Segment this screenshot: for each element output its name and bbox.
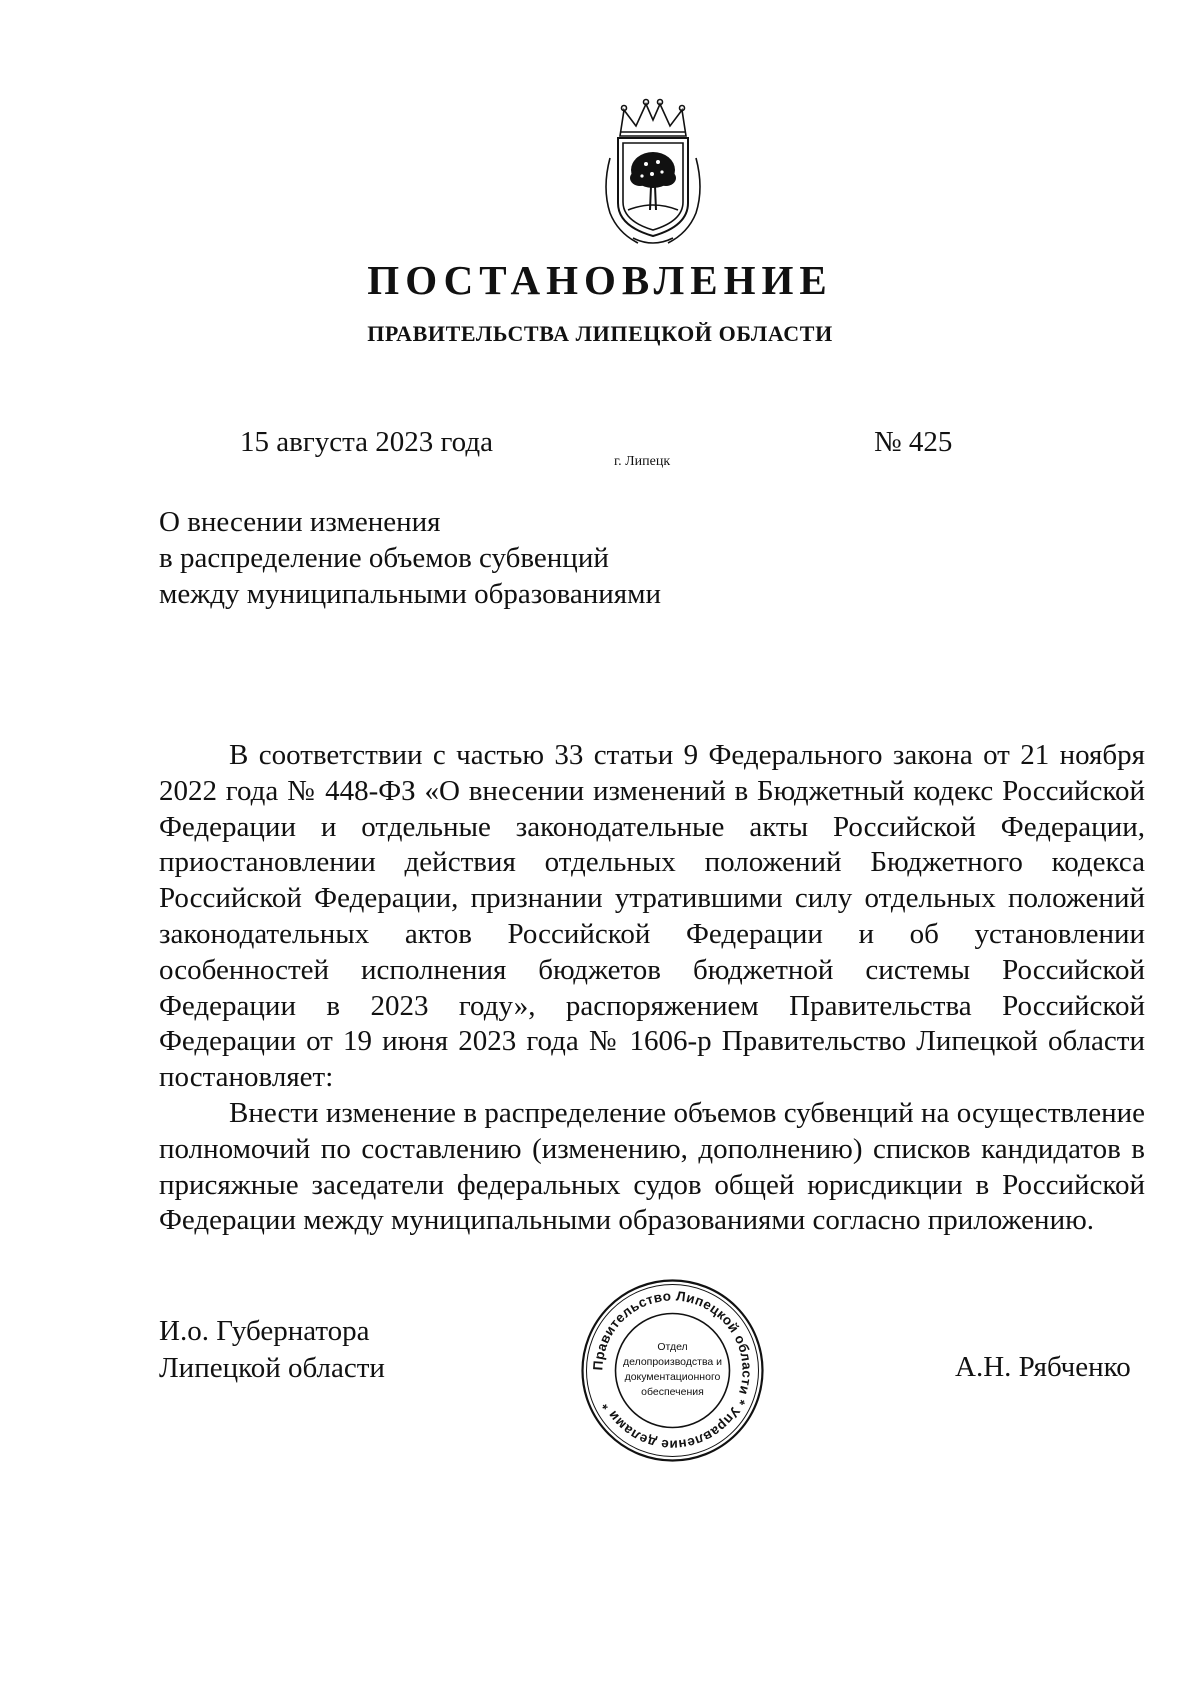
stamp-ring-text: Правительство Липецкой области * Управление делами * xyxy=(590,1288,755,1453)
document-title: ПОСТАНОВЛЕНИЕ xyxy=(367,257,833,303)
document-place: г. Липецк xyxy=(614,454,671,469)
document-date: 15 августа 2023 года xyxy=(240,426,493,458)
document-number: № 425 xyxy=(874,426,953,458)
heading-line: в распределение объемов субвенций xyxy=(159,542,609,574)
signatory-position xyxy=(159,1313,385,1387)
document-subtitle: ПРАВИТЕЛЬСТВА ЛИПЕЦКОЙ ОБЛАСТИ xyxy=(367,321,833,346)
document-body xyxy=(159,738,1145,1239)
signatory-name: А.Н. Рябченко xyxy=(955,1351,1131,1383)
coat-of-arms-icon xyxy=(598,98,708,248)
heading-line: О внесении изменения xyxy=(159,506,441,538)
body-paragraph: В соответствии с частью 33 статьи 9 Федерального закона от 21 ноября 2022 года № 448-ФЗ «О внесении изменений в Бюджетный кодекс Российской Федерации и отдельные законодательные акты Российской Федерации, приостановлении действия отдельных положений Бюджетного кодекса Российской Федерации, признании утратившими силу отдельных положений законодательных актов Российской Федерации и об установлении особенностей исполнения бюджетов бюджетной системы Российской Федерации в 2023 году», распоряжением Правительства Российской Федерации от 19 июня 2023 года № 1606-р Правительство Липецкой области постановляет: xyxy=(159,739,1145,1094)
stamp-center-line: Отдел xyxy=(657,1341,688,1353)
stamp-center-line: обеспечения xyxy=(641,1386,704,1398)
document-heading xyxy=(159,504,719,612)
signatory-position-line: И.о. Губернатора xyxy=(159,1315,370,1347)
signatory-position-line: Липецкой области xyxy=(159,1352,385,1384)
body-paragraph: Внести изменение в распределение объемов субвенций на осуществление полномочий по составлению (изменению, дополнению) списков кандидатов в присяжные заседатели федеральных судов общей юрисдикции в Российской Федерации между муниципальными образованиями согласно приложению. xyxy=(159,1096,1145,1237)
stamp-center-line: документационного xyxy=(624,1371,721,1383)
official-stamp xyxy=(580,1278,765,1463)
heading-line: между муниципальными образованиями xyxy=(159,578,662,610)
stamp-center-line: делопроизводства и xyxy=(622,1356,723,1368)
